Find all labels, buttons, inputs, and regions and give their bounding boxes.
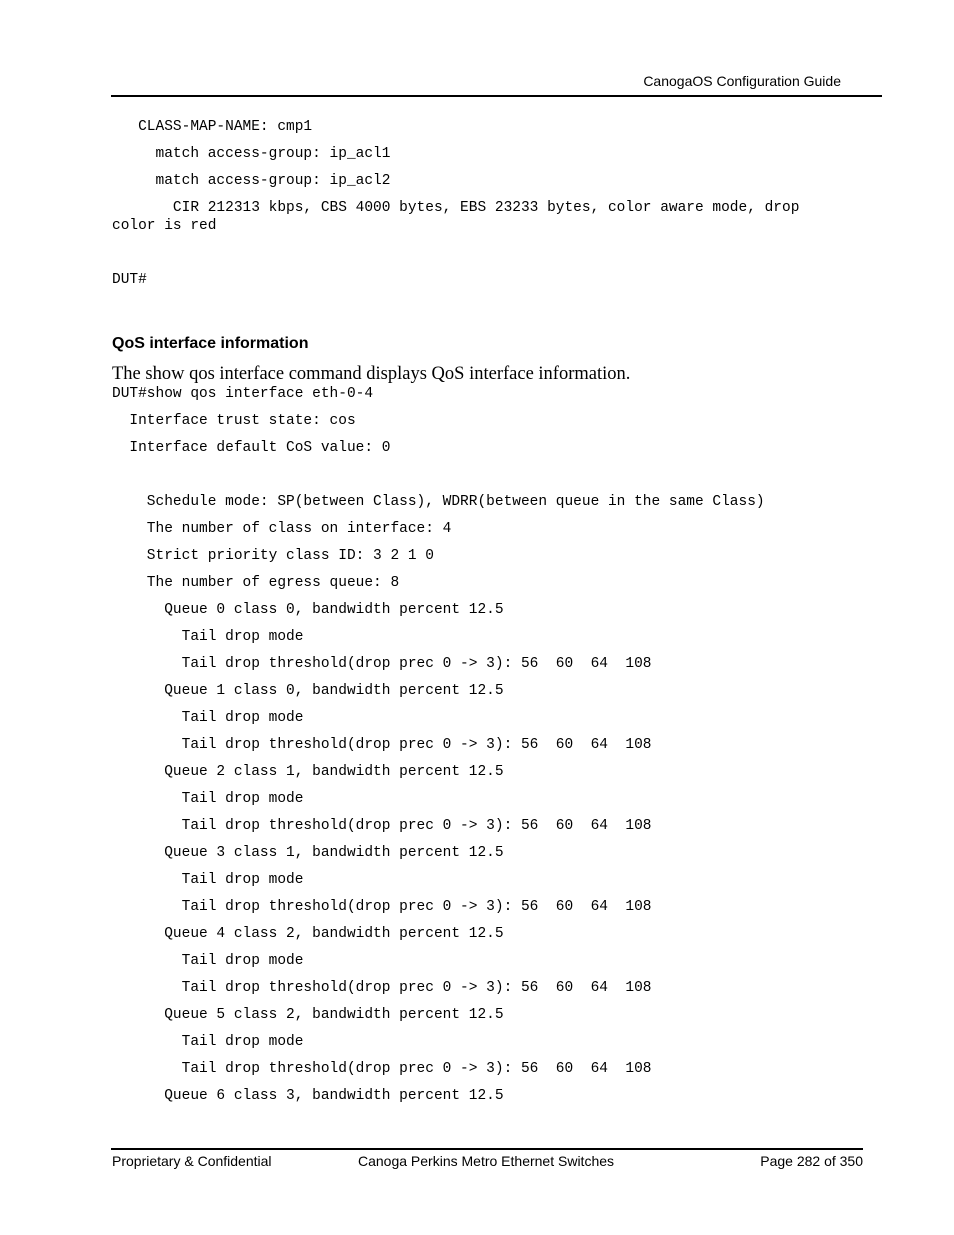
- code-line: match access-group: ip_acl1: [112, 146, 391, 162]
- footer-page-number: Page 282 of 350: [760, 1153, 863, 1169]
- code-line: Tail drop mode: [112, 953, 304, 969]
- code-line: color is red: [112, 218, 217, 234]
- page-header-title: CanogaOS Configuration Guide: [643, 73, 841, 89]
- code-line: Interface trust state: cos: [112, 413, 356, 429]
- code-line: Tail drop mode: [112, 872, 304, 888]
- code-line: Queue 5 class 2, bandwidth percent 12.5: [112, 1007, 504, 1023]
- code-line: Tail drop threshold(drop prec 0 -> 3): 56 60 64 108: [112, 656, 652, 672]
- code-line: The number of egress queue: 8: [112, 575, 400, 591]
- code-line: Tail drop mode: [112, 1034, 304, 1050]
- code-line: Tail drop threshold(drop prec 0 -> 3): 56 60 64 108: [112, 818, 652, 834]
- code-line: Queue 4 class 2, bandwidth percent 12.5: [112, 926, 504, 942]
- section-heading: QoS interface information: [112, 335, 309, 352]
- code-line: CIR 212313 kbps, CBS 4000 bytes, EBS 23233 bytes, color aware mode, drop: [112, 200, 800, 216]
- code-line: Tail drop mode: [112, 791, 304, 807]
- code-line: Queue 6 class 3, bandwidth percent 12.5: [112, 1088, 504, 1104]
- code-line: Schedule mode: SP(between Class), WDRR(between queue in the same Class): [112, 494, 765, 510]
- code-line: The number of class on interface: 4: [112, 521, 452, 537]
- code-line: Tail drop threshold(drop prec 0 -> 3): 56 60 64 108: [112, 737, 652, 753]
- code-line: Queue 0 class 0, bandwidth percent 12.5: [112, 602, 504, 618]
- code-line: Queue 3 class 1, bandwidth percent 12.5: [112, 845, 504, 861]
- footer-left: Proprietary & Confidential: [112, 1153, 272, 1169]
- header-rule: [111, 95, 882, 97]
- code-line: DUT#: [112, 272, 147, 288]
- code-line: match access-group: ip_acl2: [112, 173, 391, 189]
- code-line: Queue 2 class 1, bandwidth percent 12.5: [112, 764, 504, 780]
- footer-rule: [111, 1148, 863, 1150]
- code-line: Strict priority class ID: 3 2 1 0: [112, 548, 434, 564]
- code-line: Tail drop mode: [112, 629, 304, 645]
- footer-center: Canoga Perkins Metro Ethernet Switches: [358, 1153, 615, 1169]
- code-line: Tail drop threshold(drop prec 0 -> 3): 56 60 64 108: [112, 980, 652, 996]
- code-line: Tail drop threshold(drop prec 0 -> 3): 56 60 64 108: [112, 1061, 652, 1077]
- code-line: DUT#show qos interface eth-0-4: [112, 386, 374, 402]
- code-line: Interface default CoS value: 0: [112, 440, 391, 456]
- code-line: Tail drop mode: [112, 710, 304, 726]
- code-line: Queue 1 class 0, bandwidth percent 12.5: [112, 683, 504, 699]
- code-line: Tail drop threshold(drop prec 0 -> 3): 56 60 64 108: [112, 899, 652, 915]
- code-line: CLASS-MAP-NAME: cmp1: [112, 119, 313, 135]
- section-description: The show qos interface command displays QoS interface information.: [112, 364, 631, 384]
